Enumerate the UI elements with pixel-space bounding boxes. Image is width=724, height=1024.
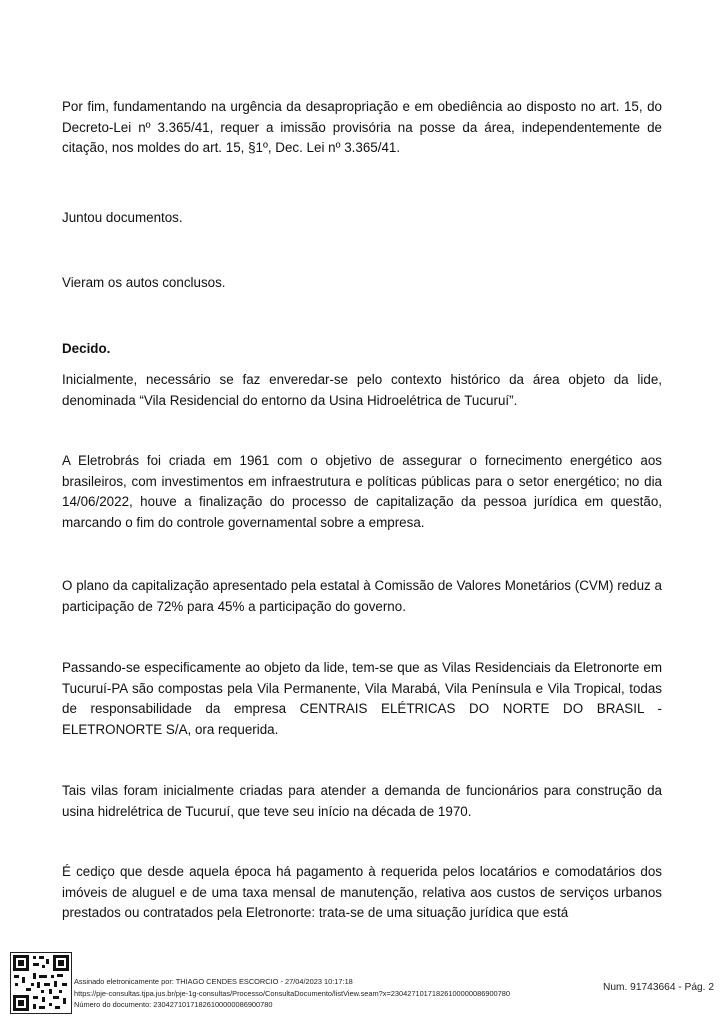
paragraph-capitalizacao: O plano da capitalização apresentado pela estatal à Comissão de Valores Monetários (CVM) reduz a participação de 72% para 45% a participação do governo. xyxy=(62,578,662,614)
paragraph-cedico: É cediço que desde aquela época há pagamento à requerida pelos locatários e comodatários dos imóveis de aluguel e de uma taxa mensal de manutenção, relativa aos custos de serviços urbanos prestados ou contratados pela Eletronorte: trata-se de uma situação jurídica que está xyxy=(62,864,662,921)
paragraph-eletrobras: A Eletrobrás foi criada em 1961 com o objetivo de assegurar o fornecimento energético aos brasileiros, com investimentos em infraestrutura e políticas públicas para o setor energético; no dia 14/06/2022, houve a finalização do processo de capitalização da pessoa jurídica em questão, marcando o fim do controle governamental sobre a empresa. xyxy=(62,453,662,530)
qr-code xyxy=(10,952,72,1014)
paragraph-vieram: Vieram os autos conclusos. xyxy=(62,275,226,290)
verification-url[interactable]: https://pje-consultas.tjpa.jus.br/pje-1g-consultas/Processo/ConsultaDocumento/listView.seam?x=23042710171826100000086900780 xyxy=(74,988,510,998)
signature-line: Assinado eletronicamente por: THIAGO CENDES ESCORCIO - 27/04/2023 10:17:18 xyxy=(74,977,353,986)
paragraph-tais-vilas: Tais vilas foram inicialmente criadas para atender a demanda de funcionários para construção da usina hidrelétrica de Tucuruí, que teve seu início na década de 1970. xyxy=(62,783,662,819)
paragraph-vilas: Passando-se especificamente ao objeto da lide, tem-se que as Vilas Residenciais da Eletronorte em Tucuruí-PA são compostas pela Vila Permanente, Vila Marabá, Vila Península e Vila Tropical, todas de responsabilidade da empresa CENTRAIS ELÉTRICAS DO NORTE DO BRASIL - ELETRONORTE S/A, ora requerida. xyxy=(62,660,662,737)
paragraph-inicialmente: Inicialmente, necessário se faz enveredar-se pelo contexto histórico da área objeto da lide, denominada “Vila Residencial do entorno da Usina Hidroelétrica de Tucuruí”. xyxy=(62,372,662,408)
page-reference: Num. 91743664 - Pág. 2 xyxy=(602,982,714,993)
qr-code-graphic xyxy=(11,953,71,1013)
signature-footer xyxy=(74,976,510,1011)
document-number: Número do documento: 23042710171826100000086900780 xyxy=(74,1000,273,1009)
paragraph-imissao: Por fim, fundamentando na urgência da desapropriação e em obediência ao disposto no art. 15, do Decreto-Lei nº 3.365/41, requer a imissão provisória na posse da área, independentemente de citação, nos moldes do art. 15, §1º, Dec. Lei nº 3.365/41. xyxy=(62,99,662,156)
paragraph-juntou: Juntou documentos. xyxy=(62,210,183,225)
heading-decido: Decido. xyxy=(62,341,111,356)
